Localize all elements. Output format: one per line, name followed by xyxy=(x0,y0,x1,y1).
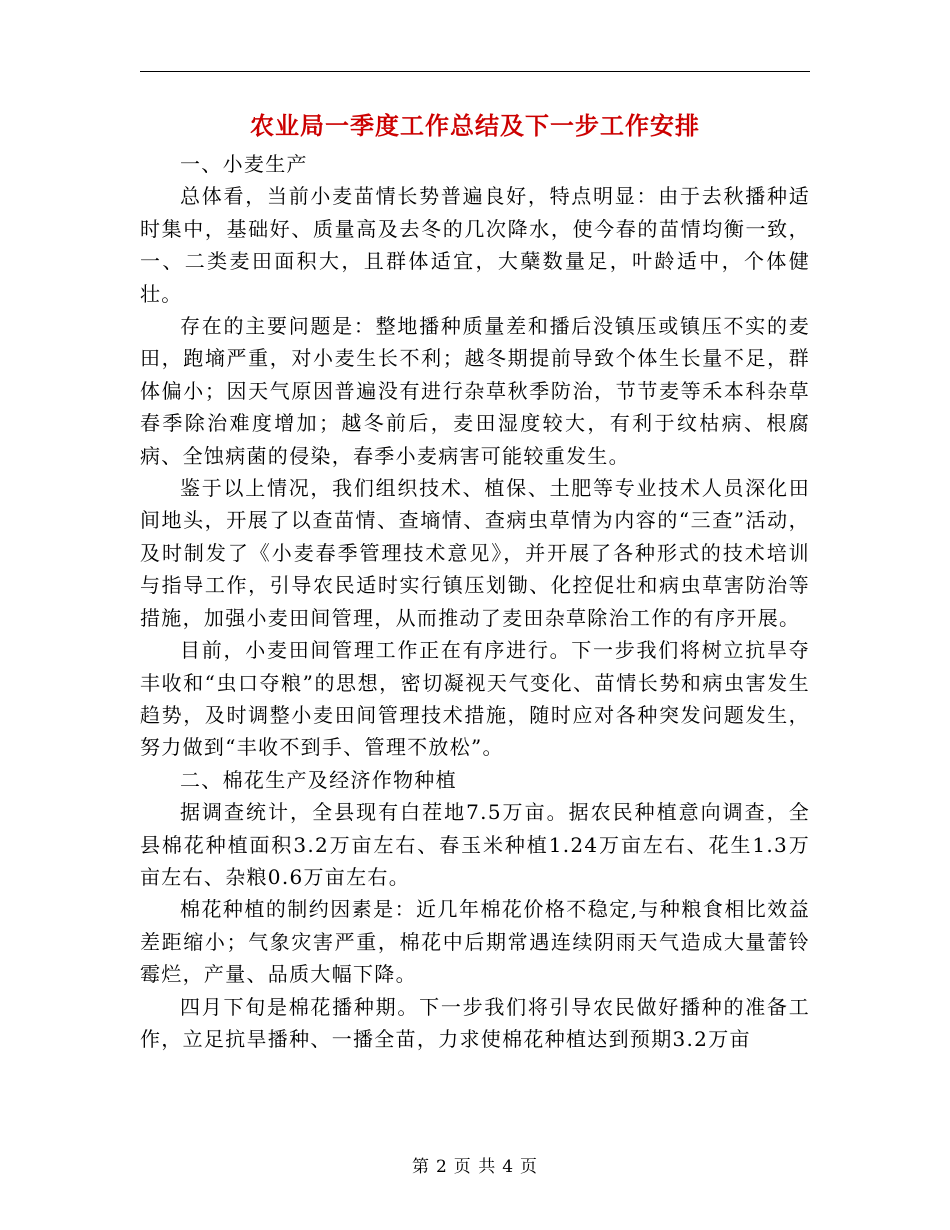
section-heading: 一、小麦生产 xyxy=(180,152,308,176)
current-page-number: 2 xyxy=(435,1157,448,1177)
section-heading: 二、棉花生产及经济作物种植 xyxy=(180,767,457,792)
body-paragraph: 目前，小麦田间管理工作正在有序进行。下一步我们将树立抗旱夺丰收和“虫口夺粮”的思想，密切凝视天气变化、苗情长势和病虫害发生趋势，及时调整小麦田间管理技术措施，随时应对各种突发问题发生，努力做到“丰收不到手、管理不放松”。 xyxy=(140,638,810,760)
body-paragraph: 四月下旬是棉花播种期。下一步我们将引导农民做好播种的准备工作，立足抗旱播种、一播全苗，力求使棉花种植达到预期3.2万亩 xyxy=(140,994,810,1051)
footer-suffix: 页 xyxy=(520,1157,539,1177)
document-title: 农业局一季度工作总结及下一步工作安排 xyxy=(250,111,700,140)
body-paragraph: 总体看，当前小麦苗情长势普遍良好，特点明显：由于去秋播种适时集中，基础好、质量高及去冬的几次降水，使今春的苗情均衡一致，一、二类麦田面积大，且群体适宜，大蘖数量足，叶龄适中，个体健壮。 xyxy=(140,184,810,306)
total-pages-number: 4 xyxy=(502,1157,515,1177)
footer-middle: 页 共 xyxy=(453,1157,497,1177)
body-paragraph: 据调查统计，全县现有白茬地7.5万亩。据农民种植意向调查，全县棉花种植面积3.2万亩左右、春玉米种植1.24万亩左右、花生1.3万亩左右、杂粮0.6万亩左右。 xyxy=(140,800,810,889)
body-paragraph: 鉴于以上情况，我们组织技术、植保、土肥等专业技术人员深化田间地头，开展了以查苗情、查墒情、查病虫草情为内容的“三查”活动，及时制发了《小麦春季管理技术意见》，并开展了各种形式的技术培训与指导工作，引导农民适时实行镇压划锄、化控促壮和病虫草害防治等措施，加强小麦田间管理，从而推动了麦田杂草除治工作的有序开展。 xyxy=(140,476,810,630)
body-paragraph: 存在的主要问题是：整地播种质量差和播后没镇压或镇压不实的麦田，跑墒严重，对小麦生长不利；越冬期提前导致个体生长量不足，群体偏小；因天气原因普遍没有进行杂草秋季防治，节节麦等禾本科杂草春季除治难度增加；越冬前后，麦田湿度较大，有利于纹枯病、根腐病、全蚀病菌的侵染，春季小麦病害可能较重发生。 xyxy=(140,314,810,468)
document-body xyxy=(140,148,810,1055)
page-footer xyxy=(0,1155,950,1179)
header-rule xyxy=(140,71,810,72)
footer-prefix: 第 xyxy=(411,1157,430,1177)
body-paragraph: 棉花种植的制约因素是：近几年棉花价格不稳定,与种粮食相比效益差距缩小；气象灾害严重，棉花中后期常遇连续阴雨天气造成大量蕾铃霉烂，产量、品质大幅下降。 xyxy=(140,897,810,987)
